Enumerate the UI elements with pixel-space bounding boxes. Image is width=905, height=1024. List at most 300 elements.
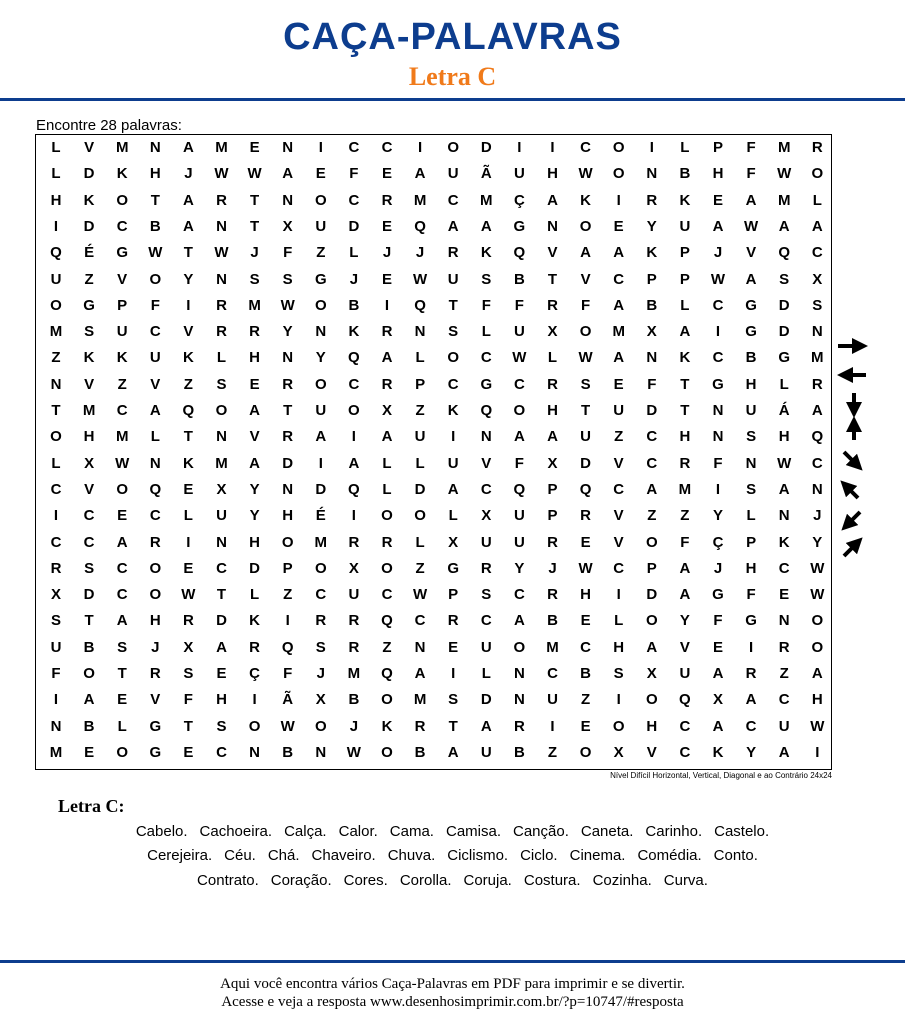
word-item: Cinema. — [569, 847, 626, 864]
grid-letter: F — [581, 296, 591, 314]
grid-letter: F — [349, 165, 359, 183]
grid-letter: H — [249, 349, 261, 367]
grid-letter: R — [480, 559, 492, 577]
grid-letter: C — [381, 586, 393, 604]
page-title: CAÇA-PALAVRAS — [283, 16, 622, 58]
grid-letter: M — [49, 743, 63, 761]
grid-letter: I — [285, 612, 290, 630]
grid-letter: R — [149, 665, 161, 682]
grid-letter: S — [580, 375, 591, 393]
grid-letter: L — [448, 507, 458, 525]
grid-letter: T — [51, 402, 61, 419]
grid-letter: Z — [84, 270, 94, 288]
grid-letter: G — [745, 296, 757, 314]
grid-letter: W — [578, 559, 593, 577]
grid-letter: N — [149, 139, 161, 156]
grid-letter: C — [149, 323, 161, 341]
grid-letter: D — [480, 691, 492, 709]
grid-letter: X — [282, 217, 293, 235]
grid-letter: N — [249, 743, 261, 761]
grid-letter: B — [679, 165, 691, 183]
grid-letter: Ã — [282, 691, 294, 709]
grid-letter: M — [413, 691, 427, 709]
grid-letter: H — [613, 638, 625, 656]
grid-letter: A — [679, 586, 691, 604]
grid-letter: U — [315, 217, 327, 235]
grid-letter: A — [182, 217, 194, 235]
grid-letter: T — [183, 428, 193, 446]
grid-letter: A — [811, 217, 823, 235]
grid-letter: A — [116, 612, 128, 630]
grid-letter: C — [216, 743, 227, 761]
word-item: Coruja. — [463, 872, 512, 889]
grid-letter: N — [282, 191, 294, 209]
grid-letter: L — [415, 349, 425, 367]
grid-letter: H — [745, 375, 757, 393]
grid-letter: D — [83, 217, 95, 235]
grid-letter: R — [50, 559, 62, 577]
grid-letter: T — [283, 402, 293, 419]
grid-letter: L — [349, 244, 359, 262]
grid-letter: X — [216, 480, 227, 498]
grid-letter: H — [646, 717, 658, 735]
grid-letter: D — [778, 323, 790, 341]
grid-letter: W — [578, 349, 593, 367]
grid-letter: A — [315, 428, 327, 446]
grid-letter: Q — [579, 480, 592, 498]
grid-letter: K — [580, 191, 592, 209]
grid-letter: T — [183, 244, 193, 262]
grid-letter: O — [381, 691, 393, 709]
grid-letter: L — [680, 296, 690, 314]
grid-letter: P — [117, 296, 128, 314]
grid-letter: G — [83, 296, 95, 314]
grid-letter: Q — [679, 691, 691, 709]
grid-letter: T — [448, 296, 458, 314]
grid-letter: N — [50, 717, 62, 735]
grid-letter: R — [216, 296, 227, 314]
word-item: Curva. — [663, 872, 708, 889]
grid-letter: M — [777, 191, 791, 209]
grid-letter: Y — [514, 559, 525, 577]
grid-letter: O — [314, 296, 327, 314]
grid-letter: O — [83, 665, 95, 682]
grid-letter: R — [811, 139, 823, 156]
grid-letter: A — [547, 428, 558, 446]
grid-letter: C — [348, 375, 360, 393]
word-item: Conto. — [713, 847, 758, 864]
grid-letter: C — [50, 480, 62, 498]
grid-letter: N — [216, 217, 227, 235]
grid-letter: S — [249, 270, 260, 288]
grid-letter: F — [514, 296, 524, 314]
word-item: Cozinha. — [592, 872, 652, 889]
grid-letter: O — [811, 638, 824, 656]
grid-letter: G — [778, 349, 791, 367]
grid-letter: H — [216, 691, 227, 709]
grid-letter: T — [448, 717, 458, 735]
grid-letter: S — [50, 612, 61, 630]
grid-letter: N — [513, 691, 525, 709]
grid-letter: W — [413, 270, 428, 288]
grid-letter: E — [117, 507, 128, 525]
grid-letter: B — [646, 296, 658, 314]
grid-letter: Q — [281, 638, 294, 656]
grid-letter: N — [216, 533, 227, 551]
grid-letter: I — [53, 691, 59, 709]
grid-letter: M — [215, 454, 228, 472]
grid-letter: D — [83, 586, 95, 604]
word-item: Camisa. — [445, 823, 501, 840]
grid-letter: V — [84, 480, 95, 498]
grid-letter: N — [149, 454, 161, 472]
grid-letter: A — [249, 402, 261, 419]
grid-letter: D — [480, 139, 492, 156]
grid-letter: O — [149, 586, 162, 604]
grid-letter: C — [613, 270, 625, 288]
word-item: Ciclismo. — [447, 847, 509, 864]
grid-letter: C — [513, 375, 525, 393]
grid-letter: N — [547, 217, 558, 235]
grid-letter: U — [778, 717, 790, 735]
grid-letter: R — [381, 375, 393, 393]
grid-letter: L — [51, 139, 61, 156]
grid-letter: A — [745, 270, 757, 288]
grid-letter: N — [216, 428, 227, 446]
grid-letter: C — [745, 717, 757, 735]
grid-letter: Z — [382, 638, 392, 656]
grid-letter: F — [51, 665, 61, 682]
grid-letter: A — [447, 480, 459, 498]
grid-letter: I — [815, 743, 820, 761]
grid-letter: W — [181, 586, 196, 604]
grid-letter: A — [348, 454, 360, 472]
grid-letter: S — [216, 717, 227, 735]
grid-letter: H — [712, 165, 724, 183]
top-divider — [0, 98, 905, 101]
grid-letter: L — [382, 454, 392, 472]
grid-letter: R — [249, 323, 261, 341]
grid-letter: O — [381, 559, 393, 577]
grid-letter: P — [547, 480, 558, 498]
grid-letter: W — [810, 717, 825, 735]
grid-letter: N — [513, 665, 525, 682]
grid-letter: H — [547, 165, 558, 183]
grid-letter: T — [680, 402, 690, 419]
grid-letter: B — [414, 743, 426, 761]
grid-letter: N — [778, 507, 790, 525]
word-item: Calça. — [284, 823, 327, 840]
grid-letter: C — [679, 743, 691, 761]
grid-letter: F — [183, 691, 193, 709]
grid-letter: A — [149, 402, 161, 419]
grid-letter: I — [749, 638, 754, 656]
grid-letter: C — [83, 507, 95, 525]
grid-letter: W — [413, 586, 428, 604]
grid-letter: U — [513, 507, 525, 525]
grid-letter: K — [480, 244, 492, 262]
word-item: Coração. — [270, 872, 332, 889]
grid-letter: B — [745, 349, 757, 367]
grid-letter: T — [250, 191, 260, 209]
grid-letter: M — [115, 139, 129, 156]
grid-letter: B — [83, 717, 95, 735]
grid-letter: R — [348, 612, 360, 630]
word-item: Céu. — [224, 847, 256, 864]
grid-letter: J — [184, 165, 193, 183]
grid-letter: H — [745, 559, 757, 577]
grid-letter: P — [646, 270, 657, 288]
grid-letter: M — [777, 139, 791, 156]
grid-letter: W — [744, 217, 759, 235]
grid-letter: Z — [680, 507, 690, 525]
grid-letter: C — [480, 612, 492, 630]
word-item: Chuva. — [387, 847, 436, 864]
grid-letter: O — [281, 533, 294, 551]
grid-letter: Q — [778, 244, 791, 262]
grid-letter: E — [580, 612, 591, 630]
grid-letter: Q — [149, 480, 162, 498]
grid-letter: A — [613, 349, 625, 367]
grid-letter: C — [315, 586, 327, 604]
grid-letter: B — [580, 665, 592, 682]
grid-letter: A — [381, 428, 393, 446]
grid-letter: O — [612, 139, 625, 156]
grid-letter: H — [149, 165, 161, 183]
grid-letter: T — [84, 612, 94, 630]
grid-letter: J — [713, 559, 723, 577]
grid-letter: W — [810, 559, 825, 577]
grid-letter: X — [646, 665, 657, 682]
grid-letter: I — [550, 139, 555, 156]
grid-letter: N — [50, 375, 62, 393]
grid-letter: P — [712, 139, 723, 156]
grid-letter: A — [480, 717, 492, 735]
grid-letter: G — [480, 375, 493, 393]
grid-letter: F — [481, 296, 491, 314]
grid-letter: T — [581, 402, 591, 419]
grid-letter: X — [50, 586, 61, 604]
grid-letter: U — [414, 428, 426, 446]
grid-letter: Y — [679, 612, 690, 630]
grid-letter: N — [414, 638, 426, 656]
grid-letter: S — [779, 270, 790, 288]
grid-letter: V — [580, 270, 591, 288]
grid-letter: G — [116, 244, 129, 262]
grid-letter: A — [613, 244, 625, 262]
grid-letter: G — [149, 743, 162, 761]
grid-letter: S — [448, 323, 459, 341]
grid-letter: K — [83, 191, 95, 209]
grid-letter: Y — [812, 533, 823, 551]
grid-letter: A — [513, 612, 525, 630]
grid-letter: V — [150, 691, 161, 709]
grid-letter: F — [713, 454, 723, 472]
grid-letter: F — [150, 296, 160, 314]
grid-letter: V — [646, 743, 657, 761]
grid-letter: O — [579, 323, 592, 341]
grid-letter: Q — [414, 296, 426, 314]
grid-letter: Ç — [513, 191, 525, 209]
grid-letter: Y — [282, 323, 293, 341]
grid-letter: I — [53, 217, 59, 235]
grid-letter: W — [777, 454, 792, 472]
grid-letter: B — [348, 296, 360, 314]
grid-letter: K — [381, 717, 393, 735]
grid-letter: F — [514, 454, 524, 472]
grid-letter: C — [712, 349, 724, 367]
grid-letter: A — [447, 217, 459, 235]
grid-letter: X — [547, 454, 558, 472]
grid-letter: P — [448, 586, 459, 604]
grid-letter: M — [248, 296, 261, 314]
instructions-text: Encontre 28 palavras: — [36, 117, 182, 134]
grid-letter: A — [282, 165, 294, 183]
grid-letter: U — [50, 270, 62, 288]
grid-letter: W — [810, 586, 825, 604]
grid-letter: O — [579, 743, 592, 761]
grid-letter: I — [517, 139, 522, 156]
direction-arrows — [836, 330, 876, 570]
word-item: Cama. — [389, 823, 434, 840]
grid-letter: C — [580, 139, 592, 156]
word-item: Cabelo. — [135, 823, 188, 840]
grid-letter: É — [84, 244, 95, 262]
grid-letter: O — [612, 165, 625, 183]
grid-letter: Q — [480, 402, 493, 419]
grid-letter: L — [415, 533, 425, 551]
grid-letter: V — [150, 375, 161, 393]
grid-letter: U — [679, 217, 691, 235]
grid-letter: D — [646, 402, 658, 419]
grid-letter: E — [183, 559, 194, 577]
word-item: Canção. — [513, 823, 569, 840]
grid-letter: N — [646, 165, 658, 183]
grid-letter: C — [778, 559, 790, 577]
grid-letter: V — [481, 454, 492, 472]
grid-letter: R — [348, 638, 360, 656]
grid-letter: A — [513, 428, 525, 446]
grid-letter: L — [812, 191, 822, 209]
grid-letter: F — [713, 612, 723, 630]
grid-letter: U — [613, 402, 625, 419]
grid-letter: U — [679, 665, 691, 682]
grid-letter: F — [283, 244, 293, 262]
grid-letter: M — [678, 480, 692, 498]
grid-letter: Q — [811, 428, 824, 446]
grid-letter: O — [513, 638, 526, 656]
grid-letter: O — [447, 139, 460, 156]
grid-letter: A — [182, 139, 194, 156]
grid-letter: G — [314, 270, 327, 288]
grid-letter: T — [680, 375, 690, 393]
grid-letter: D — [414, 480, 426, 498]
grid-letter: O — [645, 691, 658, 709]
grid-letter: C — [613, 559, 625, 577]
grid-letter: R — [447, 244, 459, 262]
grid-letter: E — [183, 743, 194, 761]
grid-letter: Z — [547, 743, 558, 761]
grid-letter: X — [348, 559, 359, 577]
grid-letter: A — [811, 665, 823, 682]
grid-letter: W — [148, 244, 163, 262]
grid-letter: R — [547, 533, 558, 551]
grid-letter: Y — [646, 217, 657, 235]
grid-letter: N — [414, 323, 426, 341]
grid-letter: R — [249, 638, 261, 656]
grid-letter: Z — [415, 559, 425, 577]
grid-letter: E — [84, 743, 95, 761]
grid-letter: C — [414, 612, 426, 630]
grid-letter: U — [50, 638, 62, 656]
grid-letter: F — [746, 165, 756, 183]
grid-letter: O — [447, 349, 460, 367]
grid-letter: M — [49, 323, 63, 341]
grid-letter: Q — [513, 244, 526, 262]
grid-letter: R — [381, 191, 393, 209]
grid-letter: Y — [712, 507, 723, 525]
grid-letter: R — [282, 375, 294, 393]
grid-letter: P — [646, 559, 657, 577]
grid-letter: G — [447, 559, 460, 577]
grid-letter: I — [616, 191, 621, 209]
grid-letter: O — [381, 743, 393, 761]
grid-letter: R — [216, 191, 227, 209]
grid-letter: C — [480, 349, 492, 367]
grid-letter: Z — [779, 665, 789, 682]
grid-letter: Q — [381, 665, 393, 682]
grid-letter: U — [447, 165, 459, 183]
grid-letter: C — [348, 191, 360, 209]
grid-letter: W — [115, 454, 130, 472]
grid-letter: C — [811, 454, 823, 472]
grid-letter: S — [84, 323, 95, 341]
grid-letter: C — [679, 717, 691, 735]
grid-letter: D — [83, 165, 95, 183]
grid-letter: O — [314, 559, 327, 577]
grid-letter: Á — [778, 402, 790, 419]
grid-letter: N — [480, 428, 492, 446]
grid-letter: J — [151, 638, 160, 656]
grid-letter: S — [448, 691, 459, 709]
grid-letter: A — [778, 480, 790, 498]
grid-letter: O — [116, 191, 129, 209]
grid-letter: I — [550, 717, 555, 735]
grid-letter: T — [250, 217, 260, 235]
grid-letter: R — [149, 533, 161, 551]
grid-letter: R — [580, 507, 592, 525]
grid-letter: Q — [348, 480, 360, 498]
grid-letter: H — [679, 428, 691, 446]
grid-letter: E — [315, 165, 326, 183]
grid-letter: C — [116, 217, 128, 235]
grid-letter: S — [613, 665, 624, 682]
word-item: Caneta. — [580, 823, 634, 840]
grid-letter: E — [448, 638, 459, 656]
grid-letter: R — [679, 454, 691, 472]
grid-letter: L — [481, 665, 491, 682]
grid-letter: C — [116, 402, 128, 419]
grid-letter: D — [216, 612, 227, 630]
grid-letter: X — [613, 743, 624, 761]
footer-line-2: Acesse e veja a resposta www.desenhosimprimir.com.br/?p=10747/#resposta — [221, 994, 684, 1010]
grid-letter: A — [580, 244, 592, 262]
grid-letter: Z — [283, 586, 293, 604]
grid-letter: C — [778, 691, 790, 709]
grid-letter: A — [83, 691, 95, 709]
grid-letter: X — [812, 270, 823, 288]
grid-letter: J — [382, 244, 392, 262]
